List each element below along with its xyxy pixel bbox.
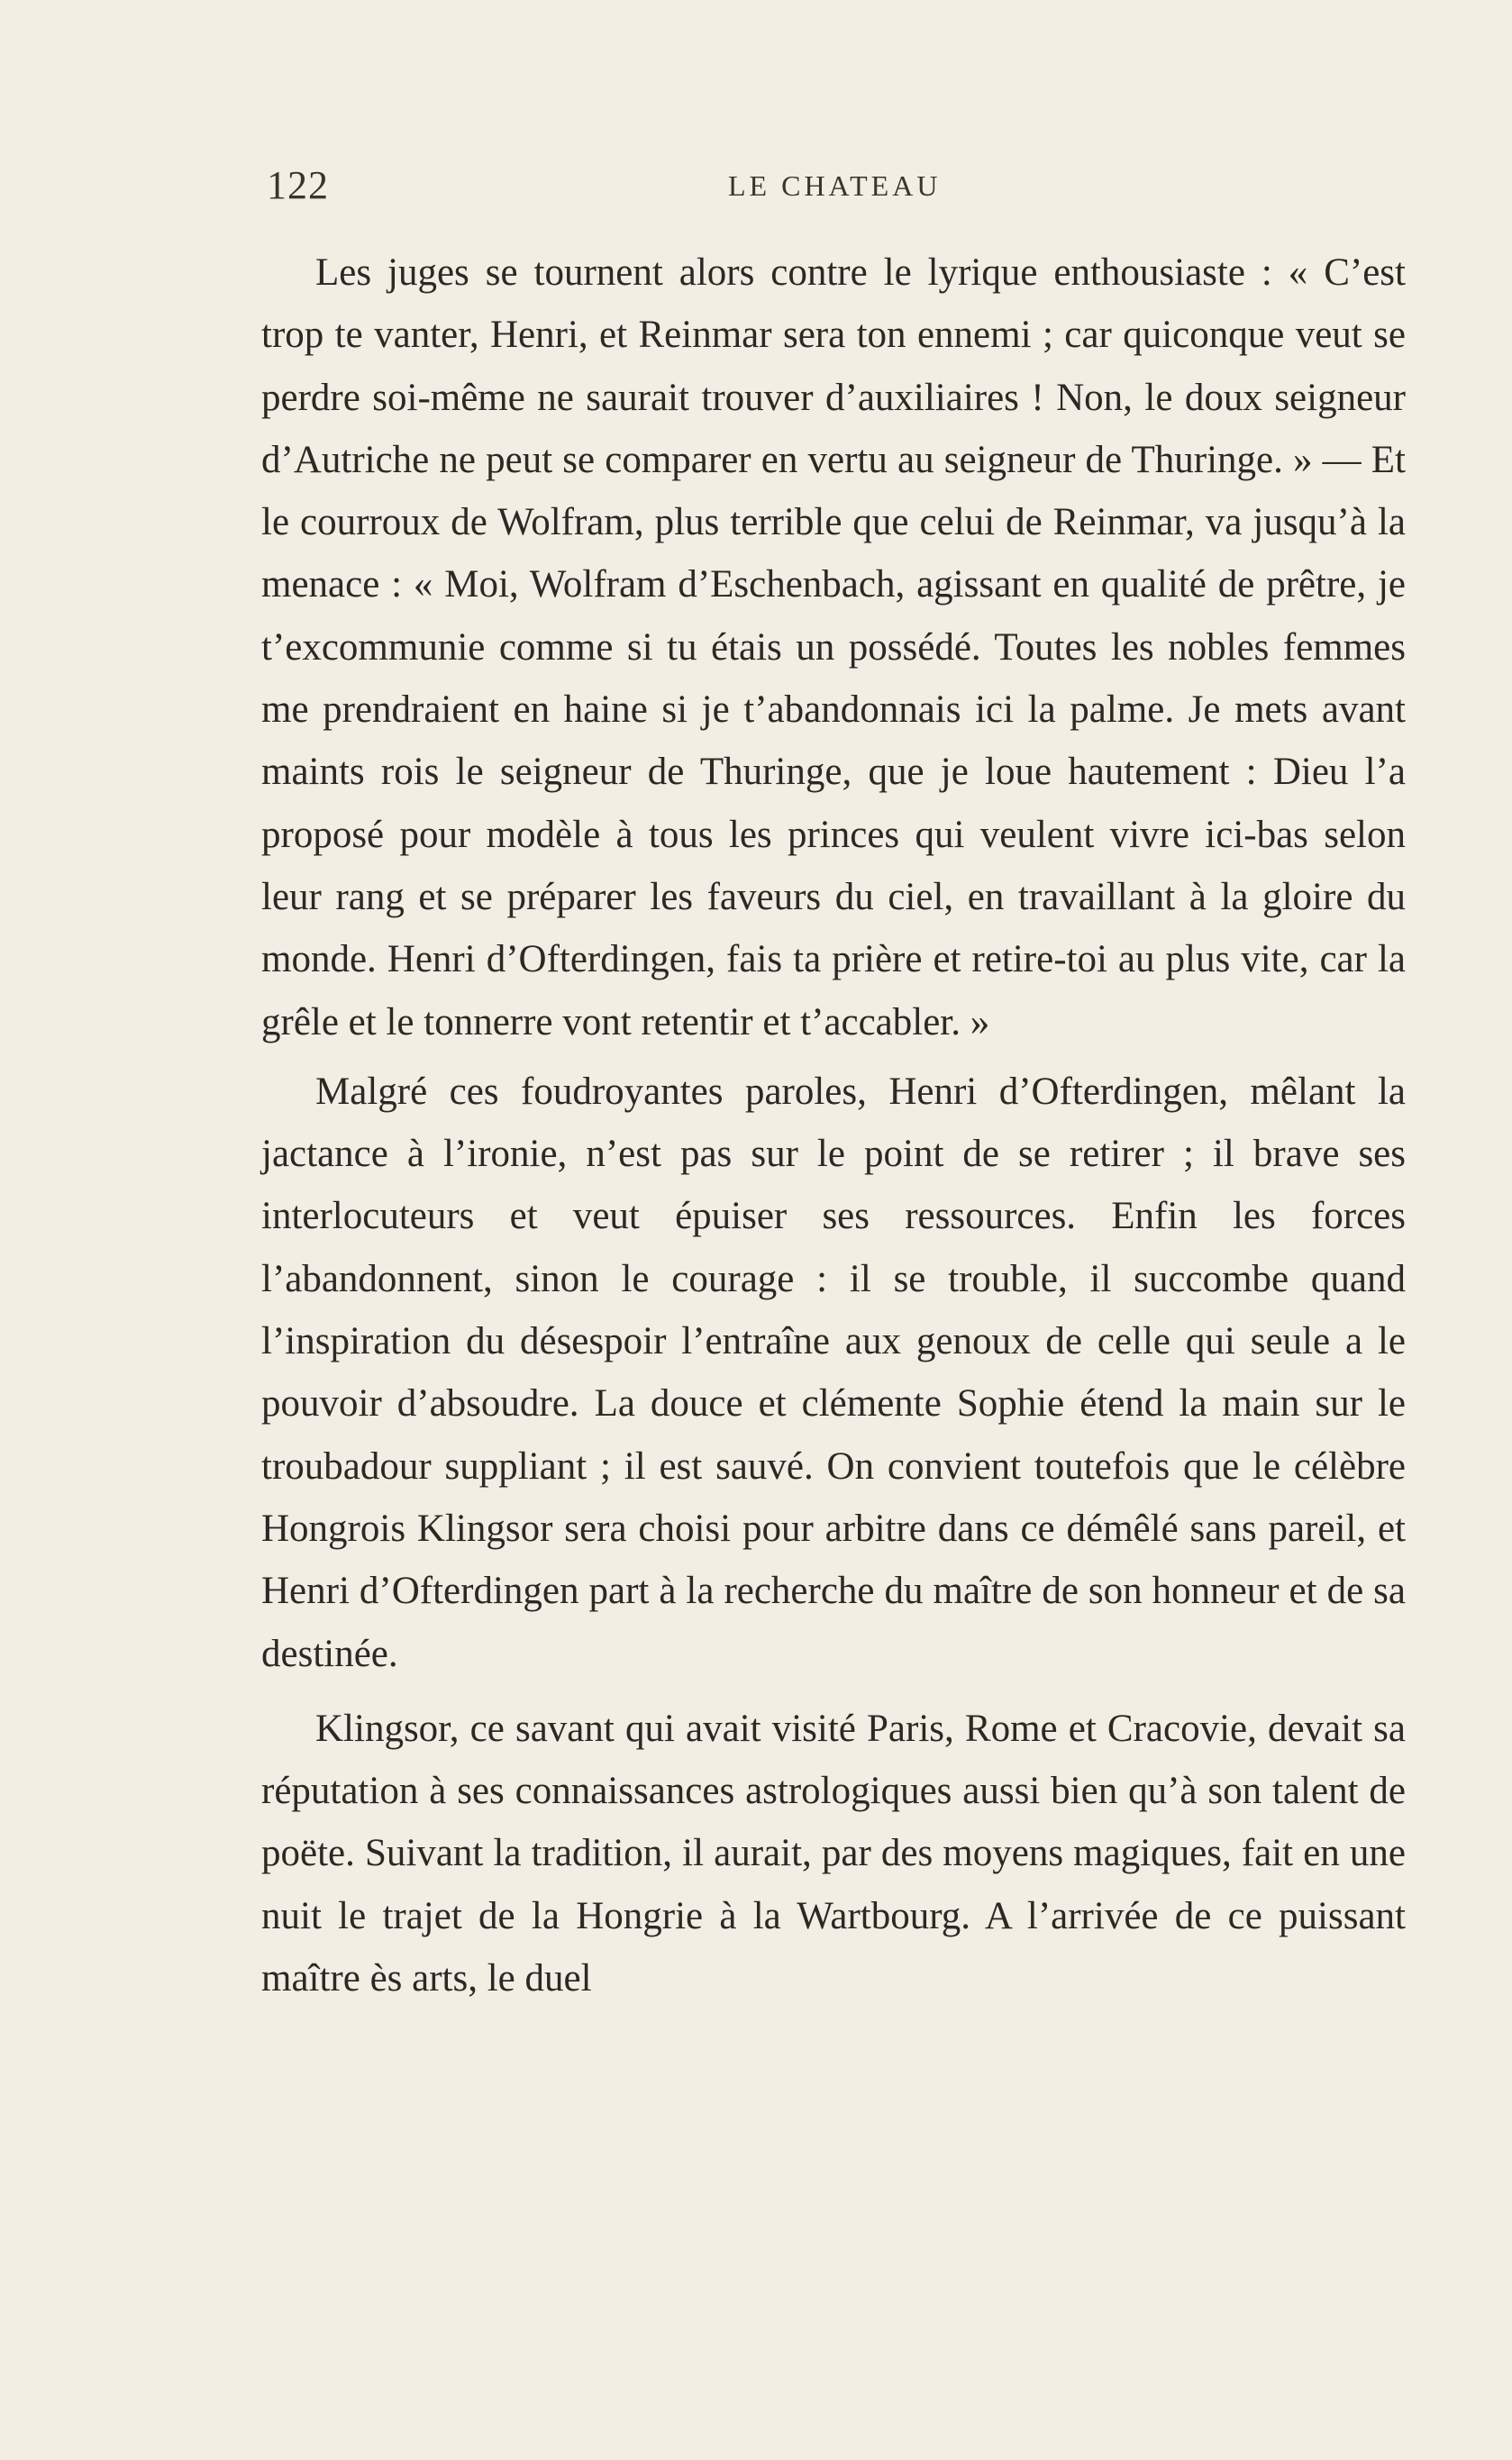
page-header (260, 162, 1431, 216)
paragraph-1: Les juges se tournent alors contre le lyrique enthousiaste : « C’est trop te vanter, Henri, et Reinmar sera ton ennemi ; car quiconque veut se perdre soi-même ne saurait trouver d’auxiliaires ! Non, le doux seigneur d’Autriche ne peut se comparer en vertu au seigneur de Thuringe. » — Et le courroux de Wolfram, plus terrible que celui de Reinmar, va jusqu’à la menace : « Moi, Wolfram d’Eschenbach, agissant en qualité de prêtre, je t’excommunie comme si tu étais un possédé. Toutes les nobles femmes me prendraient en haine si je t’abandonnais ici la palme. Je mets avant maints rois le seigneur de Thuringe, que je loue hautement : Dieu l’a proposé pour modèle à tous les princes qui veulent vivre ici-bas selon leur rang et se préparer les faveurs du ciel, en travaillant à la gloire du monde. Henri d’Ofterdingen, fais ta prière et retire-toi au plus vite, car la grêle et le tonnerre vont retentir et t’accabler. » (261, 251, 1406, 1043)
body-text (261, 241, 1406, 2009)
page-number: 122 (267, 163, 329, 207)
paragraph-2: Malgré ces foudroyantes paroles, Henri d’Ofterdingen, mêlant la jactance à l’ironie, n’est pas sur le point de se retirer ; il brave ses interlocuteurs et veut épuiser ses ressources. Enfin les forces l’abandonnent, sinon le courage : il se trouble, il succombe quand l’inspiration du désespoir l’entraîne aux genoux de celle qui seule a le pouvoir d’absoudre. La douce et clémente Sophie étend la main sur le troubadour suppliant ; il est sauvé. On convient toutefois que le célèbre Hongrois Klingsor sera choisi pour arbitre dans ce démêlé sans pareil, et Henri d’Ofterdingen part à la recherche du maître de son honneur et de sa destinée. (261, 1070, 1406, 1675)
running-title: LE CHATEAU (728, 169, 942, 202)
paragraph-3: Klingsor, ce savant qui avait visité Paris, Rome et Cracovie, devait sa réputation à ses connaissances astrologiques aussi bien qu’à son talent de poëte. Suivant la tradition, il aurait, par des moyens magiques, fait en une nuit le trajet de la Hongrie à la Wartbourg. A l’arrivée de ce puissant maître ès arts, le duel (261, 1707, 1406, 2000)
